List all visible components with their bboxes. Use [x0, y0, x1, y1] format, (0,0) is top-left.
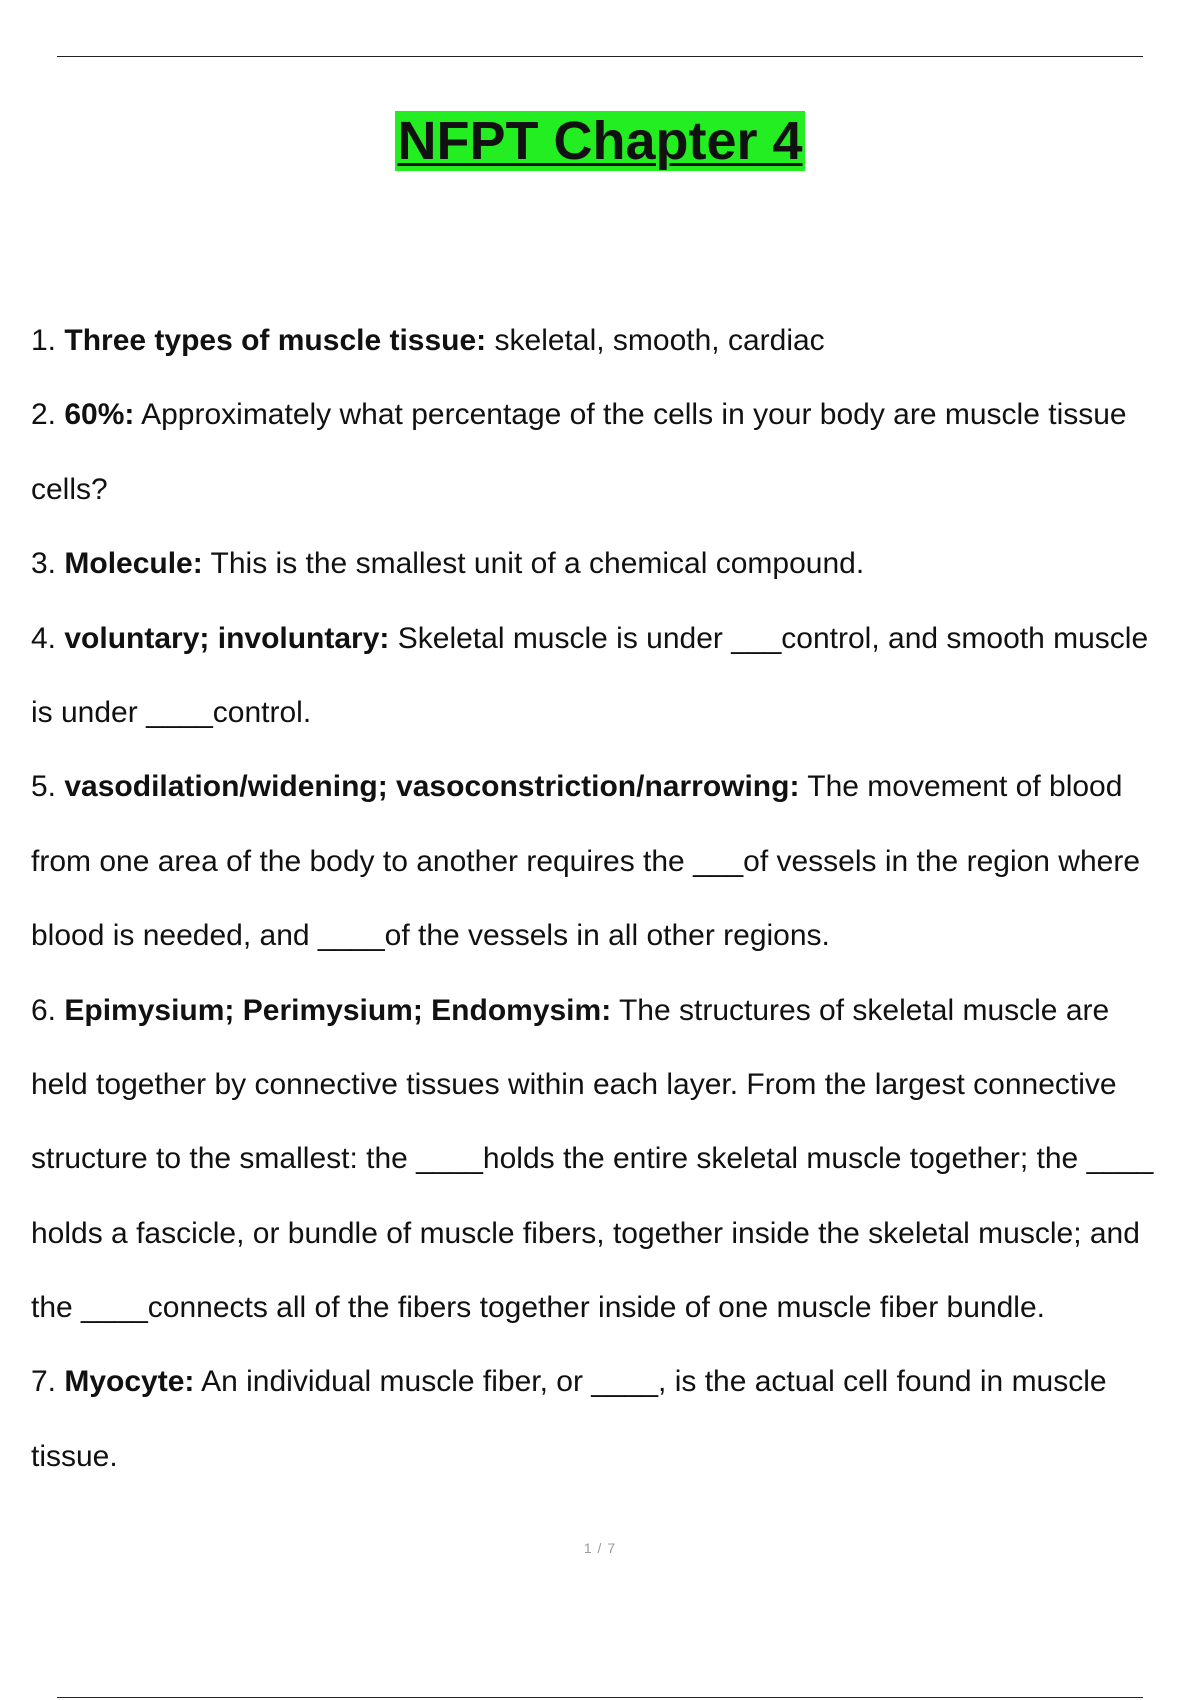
title-container	[0, 111, 1200, 171]
qa-item	[31, 1345, 1200, 1494]
item-term: vasodilation/widening; vasoconstriction/narrowing:	[64, 770, 800, 804]
item-text: An individual muscle fiber, or ____, is the actual cell found in muscle	[194, 1365, 1107, 1399]
qa-line	[31, 750, 1200, 824]
qa-item	[31, 304, 1200, 378]
item-text: structure to the smallest: the ____holds the entire skeletal muscle together; the ____	[31, 1142, 1154, 1176]
item-term: Myocyte:	[64, 1365, 195, 1399]
qa-line	[31, 378, 1200, 452]
item-number: 5.	[31, 770, 57, 804]
qa-item	[31, 974, 1200, 1346]
item-term: Epimysium; Perimysium; Endomysim:	[64, 993, 612, 1027]
item-number: 6.	[31, 993, 57, 1027]
qa-item	[31, 602, 1200, 751]
item-number: 2.	[31, 398, 57, 432]
qa-line	[31, 1345, 1200, 1419]
top-divider	[57, 56, 1143, 57]
item-term: voluntary; involuntary:	[64, 621, 390, 655]
item-text: blood is needed, and ____of the vessels in all other regions.	[31, 919, 830, 953]
item-number: 1.	[31, 324, 57, 357]
item-text: holds a fascicle, or bundle of muscle fibers, together inside the skeletal muscle; and	[31, 1216, 1140, 1250]
qa-item	[31, 378, 1200, 527]
qa-item	[31, 750, 1200, 973]
item-text: cells?	[31, 472, 108, 506]
qa-line	[31, 1197, 1200, 1271]
item-term: Molecule:	[64, 547, 203, 581]
item-number: 3.	[31, 547, 57, 581]
item-text: held together by connective tissues within each layer. From the largest connective	[31, 1067, 1117, 1101]
item-text: Skeletal muscle is under ___control, and smooth muscle	[389, 621, 1149, 655]
item-text: Approximately what percentage of the cells in your body are muscle tissue	[134, 398, 1127, 432]
qa-line	[31, 974, 1200, 1048]
item-text: The movement of blood	[799, 770, 1123, 804]
qa-list	[31, 304, 1200, 1494]
qa-line	[31, 527, 1200, 601]
qa-line	[31, 602, 1200, 676]
bottom-divider	[57, 1697, 1143, 1698]
item-text: tissue.	[31, 1439, 118, 1473]
item-number: 7.	[31, 1365, 57, 1399]
qa-line	[31, 304, 1200, 378]
item-text: from one area of the body to another requires the ___of vessels in the region where	[31, 844, 1141, 878]
qa-line	[31, 1048, 1200, 1122]
page-number: 1 / 7	[583, 1540, 617, 1556]
item-text: is under ____control.	[31, 695, 312, 729]
qa-line	[31, 1122, 1200, 1196]
qa-line	[31, 453, 1200, 527]
item-number: 4.	[31, 621, 57, 655]
item-text: This is the smallest unit of a chemical compound.	[202, 547, 865, 581]
qa-line	[31, 1271, 1200, 1345]
item-text: the ____connects all of the fibers together inside of one muscle fiber bundle.	[31, 1291, 1045, 1325]
qa-item	[31, 527, 1200, 601]
item-text: The structures of skeletal muscle are	[611, 993, 1110, 1027]
item-term: Three types of muscle tissue:	[64, 324, 487, 357]
item-term: 60%:	[64, 398, 135, 432]
qa-line	[31, 1420, 1200, 1494]
item-text: skeletal, smooth, cardiac	[486, 324, 825, 357]
qa-line	[31, 899, 1200, 973]
qa-line	[31, 676, 1200, 750]
document-title: NFPT Chapter 4	[397, 111, 803, 171]
qa-line	[31, 825, 1200, 899]
